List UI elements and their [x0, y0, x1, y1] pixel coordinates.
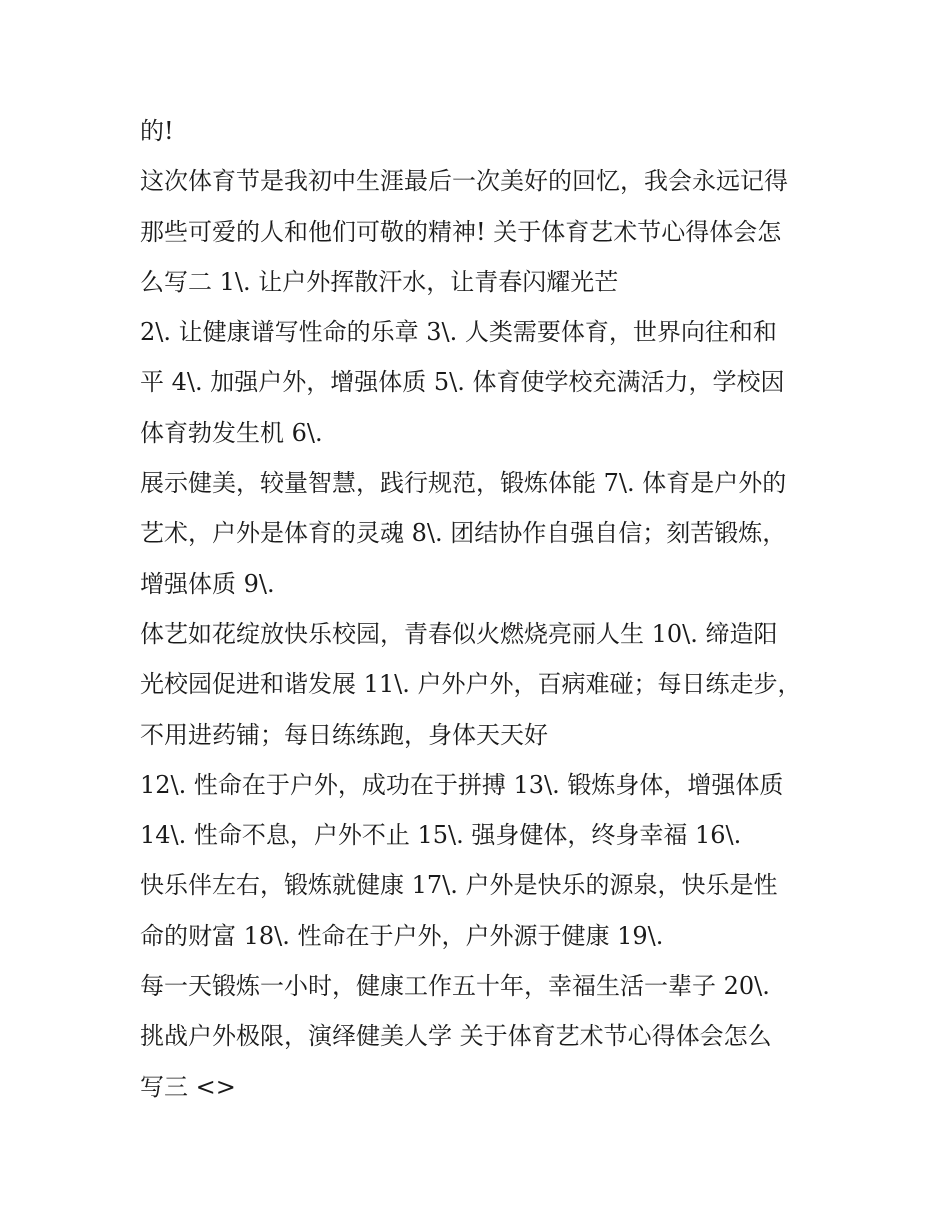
text-line: 12\. 性命在于户外，成功在于拼搏 13\. 锻炼身体，增强体质	[140, 770, 784, 799]
text-line: 2\. 让健康谱写性命的乐章 3\. 人类需要体育，世界向往和和	[140, 318, 777, 347]
text-line: 快乐伴左右，锻炼就健康 17\. 户外是快乐的源泉，快乐是性	[140, 871, 778, 900]
text-line: 艺术，户外是体育的灵魂 8\. 团结协作自强自信；刻苦锻炼，	[140, 519, 787, 548]
document-body	[140, 106, 830, 1112]
text-line: 增强体质 9\.	[140, 569, 275, 598]
text-line: 的!	[140, 117, 174, 145]
text-line: 体育勃发生机 6\.	[140, 418, 323, 447]
text-line: 挑战户外极限，演绎健美人学 关于体育艺术节心得体会怎么	[140, 1022, 772, 1051]
text-line: 展示健美，较量智慧，践行规范，锻炼体能 7\. 体育是户外的	[140, 469, 787, 498]
text-line: 每一天锻炼一小时，健康工作五十年，幸福生活一辈子 20\.	[140, 972, 770, 1001]
text-line: 14\. 性命不息，户外不止 15\. 强身健体，终身幸福 16\.	[140, 821, 742, 850]
text-line: 么写二 1\. 让户外挥散汗水，让青春闪耀光芒	[140, 267, 619, 296]
text-line: 那些可爱的人和他们可敬的精神! 关于体育艺术节心得体会怎	[140, 217, 782, 246]
text-line: 体艺如花绽放快乐校园，青春似火燃烧亮丽人生 10\. 缔造阳	[140, 619, 778, 648]
text-line: 平 4\. 加强户外，增强体质 5\. 体育使学校充满活力，学校因	[140, 368, 785, 397]
text-line: 光校园促进和谐发展 11\. 户外户外，百病难碰；每日练走步，	[140, 670, 802, 699]
text-line: 命的财富 18\. 性命在于户外，户外源于健康 19\.	[140, 921, 664, 950]
text-line: 不用进药铺；每日练练跑，身体天天好	[140, 720, 548, 749]
text-line: 这次体育节是我初中生涯最后一次美好的回忆，我会永远记得	[140, 167, 788, 196]
text-line: 写三 <>	[140, 1072, 236, 1101]
